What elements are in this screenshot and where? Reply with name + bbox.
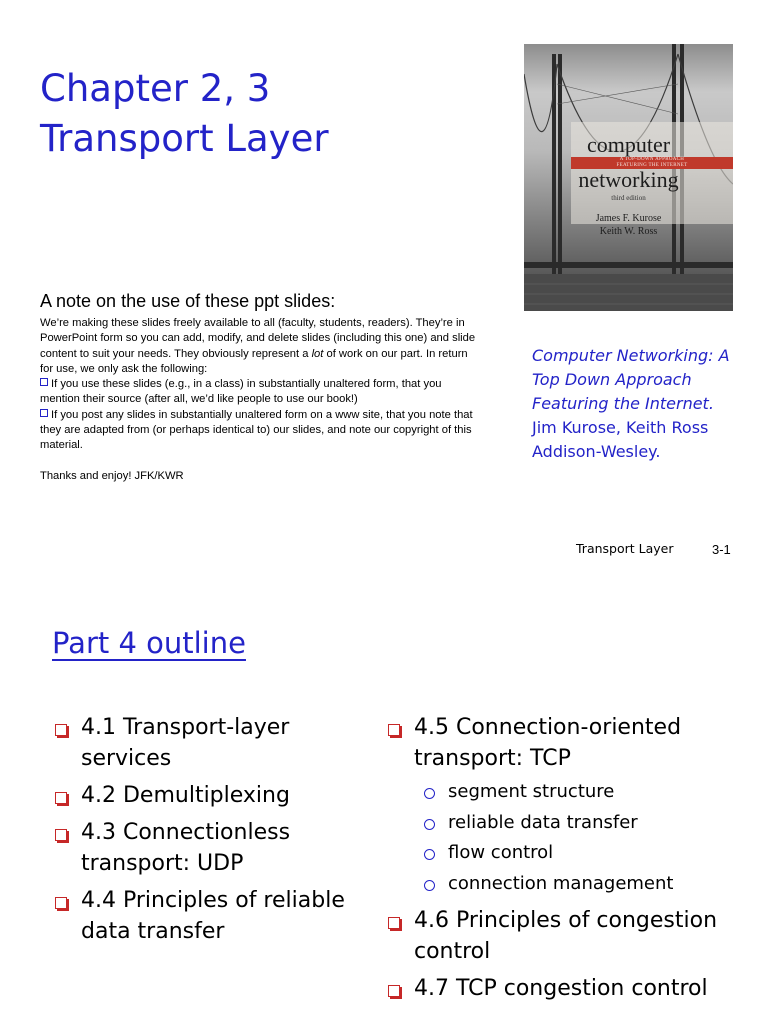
book-cover-image [524, 44, 733, 311]
book-title: Computer Networking: A Top Down Approach Featuring the Internet [532, 346, 730, 413]
cover-band-line-2: FEATURING THE INTERNET [616, 163, 688, 168]
cover-band-line-1: A TOP-DOWN APPROACH [619, 157, 685, 162]
circle-bullet-icon [424, 788, 435, 799]
outline-item: 4.1 Transport-layer services [52, 712, 372, 774]
cover-authors [524, 212, 733, 238]
slide-2-title: Part 4 outline [52, 626, 246, 660]
title-line-1: Chapter 2, 3 [40, 67, 271, 110]
square-bullet-icon [40, 409, 48, 417]
note-heading: A note on the use of these ppt slides: [40, 291, 336, 311]
slide-number: 3-1 [712, 542, 731, 557]
cover-title-top: computer [586, 132, 671, 157]
cover-author-1: James F. Kurose [595, 213, 662, 224]
square-bullet-icon [388, 985, 400, 997]
circle-bullet-icon [424, 880, 435, 891]
circle-bullet-icon [424, 819, 435, 830]
note-bullet-1: If you use these slides (e.g., in a class) in substantially unaltered form, that you mention their source (after all, we’d like people to use our book!) [40, 378, 442, 406]
subtopic-item: reliable data transfer [414, 808, 755, 839]
outline-item: 4.5 Connection-oriented transport: TCP segment structure reliable data transfer flow control connection management [385, 712, 755, 899]
slide-2 [0, 575, 768, 1024]
square-bullet-icon [55, 724, 67, 736]
square-bullet-icon [40, 378, 48, 386]
square-bullet-icon [388, 724, 400, 736]
outline-item: 4.7 TCP congestion control [385, 973, 755, 1004]
note-intro: We’re making these slides freely available to all (faculty, students, readers). They’re in PowerPoint form so you can add, modify, and delete slides (including this one) and slide content to suit your needs. They obviously represent a lot of work on our part. In return for use, we only ask the following: [40, 317, 476, 375]
subtopic-item: segment structure [414, 777, 755, 808]
outline-right-column [385, 712, 755, 1010]
footer-label: Transport Layer [576, 541, 674, 556]
square-bullet-icon [55, 897, 67, 909]
note-thanks: Thanks and enjoy! JFK/KWR [40, 469, 184, 482]
book-info: Computer Networking: A Top Down Approach Featuring the Internet. Jim Kurose, Keith Ross Addison-Wesley. [532, 346, 730, 461]
book-publisher: Addison-Wesley [532, 442, 656, 461]
tcp-subtopics [414, 777, 755, 899]
slide-1-title [40, 64, 329, 164]
cover-title-bottom: networking [578, 167, 679, 192]
square-bullet-icon [55, 792, 67, 804]
square-bullet-icon [55, 829, 67, 841]
outline-item: 4.6 Principles of congestion control [385, 905, 755, 967]
note-body [40, 316, 480, 484]
outline-item: 4.2 Demultiplexing [52, 780, 372, 811]
cover-author-2: Keith W. Ross [599, 226, 658, 237]
outline-item: 4.4 Principles of reliable data transfer [52, 885, 372, 947]
note-bullet-2: If you post any slides in substantially unaltered form on a www site, that you note that they are adapted from (or perhaps identical to) our slides, and note our copyright of this material. [40, 408, 473, 452]
circle-bullet-icon [424, 849, 435, 860]
title-line-2: Transport Layer [40, 117, 329, 160]
outline-left-column [52, 712, 372, 953]
book-authors: Jim Kurose, Keith Ross [532, 418, 709, 437]
square-bullet-icon [388, 917, 400, 929]
note-emphasis: lot [311, 347, 324, 360]
outline-item: 4.3 Connectionless transport: UDP [52, 817, 372, 879]
subtopic-item: connection management [414, 869, 755, 900]
cover-edition: third edition [611, 194, 646, 202]
subtopic-item: flow control [414, 838, 755, 869]
